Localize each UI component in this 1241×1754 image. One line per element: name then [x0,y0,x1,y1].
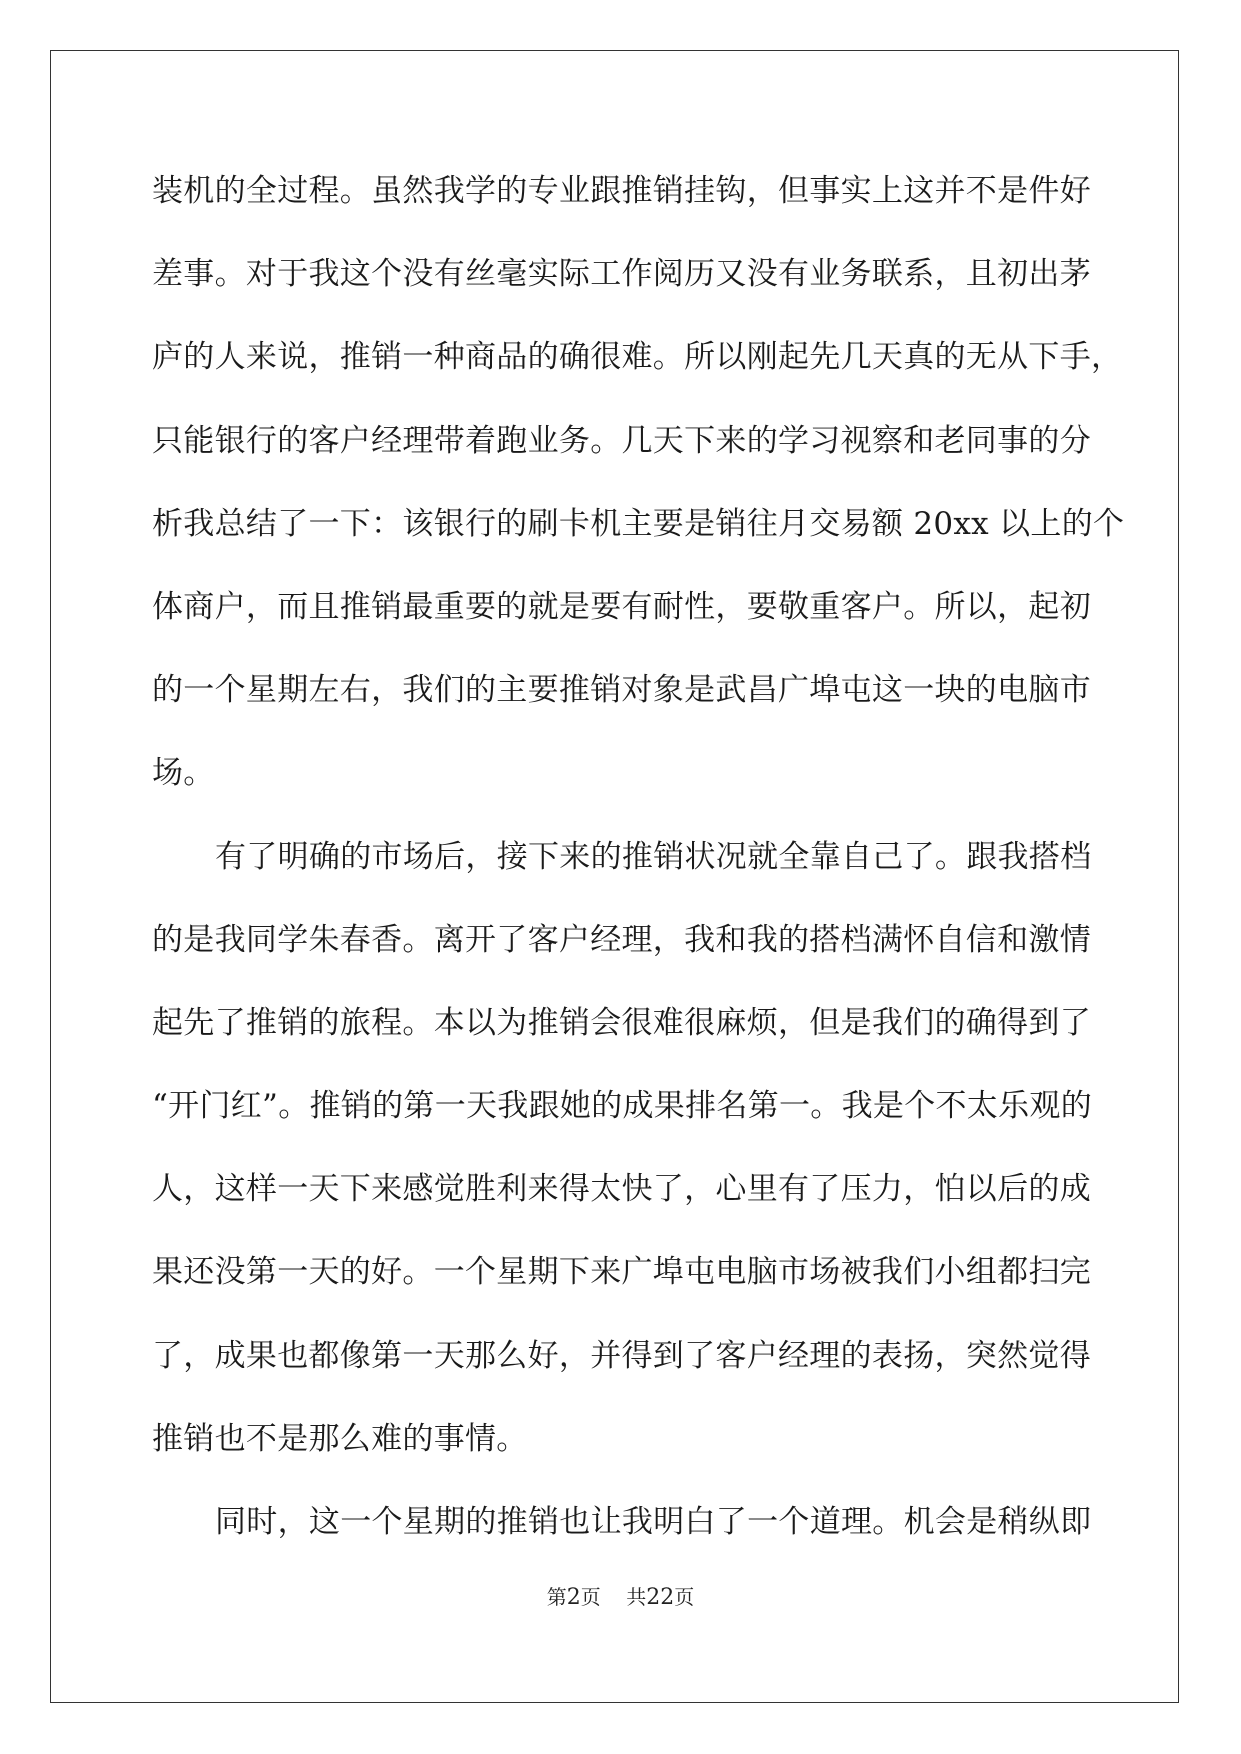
text-line: 装机的全过程。虽然我学的专业跟推销挂钩，但事实上这并不是件好 [152,173,1091,209]
text-line: “开门红”。推销的第一天我跟她的成果排名第一。我是个不太乐观的 [152,1088,1092,1125]
text-line: 起先了推销的旅程。本以为推销会很难很麻烦，但是我们的确得到了 [152,1004,1091,1041]
text-line: 场。 [152,755,215,792]
total-unit: 页 [674,1585,695,1609]
text-line: 人，这样一天下来感觉胜利来得太快了，心里有了压力，怕以后的成 [152,1171,1091,1208]
total-pages: 22 [646,1585,675,1610]
text-line: 了，成果也都像第一天那么好，并得到了客户经理的表扬，突然觉得 [152,1337,1091,1374]
page-unit: 页 [580,1585,601,1609]
text-line: 的一个星期左右，我们的主要推销对象是武昌广埠屯这一块的电脑市 [152,672,1091,709]
total-prefix: 共 [626,1585,647,1609]
text-line: 的是我同学朱春香。离开了客户经理，我和我的搭档满怀自信和激情 [152,921,1091,958]
document-body [152,150,1125,1564]
text-line: 体商户，而且推销最重要的就是要有耐性，要敬重客户。所以，起初 [152,588,1091,625]
text-line: 差事。对于我这个没有丝毫实际工作阅历又没有业务联系，且初出茅 [152,256,1091,293]
paragraph-first-line: 同时，这一个星期的推销也让我明白了一个道理。机会是稍纵即 [215,1504,1092,1540]
paragraph-first-line: 有了明确的市场后，接下来的推销状况就全靠自己了。跟我搭档 [215,838,1092,875]
text-line: 庐的人来说，推销一种商品的确很难。所以刚起先几天真的无从下手， [152,339,1123,376]
page-prefix: 第 [546,1585,567,1609]
text-line: 只能银行的客户经理带着跑业务。几天下来的学习视察和老同事的分 [152,422,1091,459]
text-line: 推销也不是那么难的事情。 [152,1420,528,1457]
page-footer [0,1582,1241,1613]
text-line: 果还没第一天的好。一个星期下来广埠屯电脑市场被我们小组都扫完 [152,1254,1091,1291]
text-line: 析我总结了一下：该银行的刷卡机主要是销往月交易额 20xx 以上的个 [152,505,1125,542]
page-number: 2 [566,1585,581,1610]
